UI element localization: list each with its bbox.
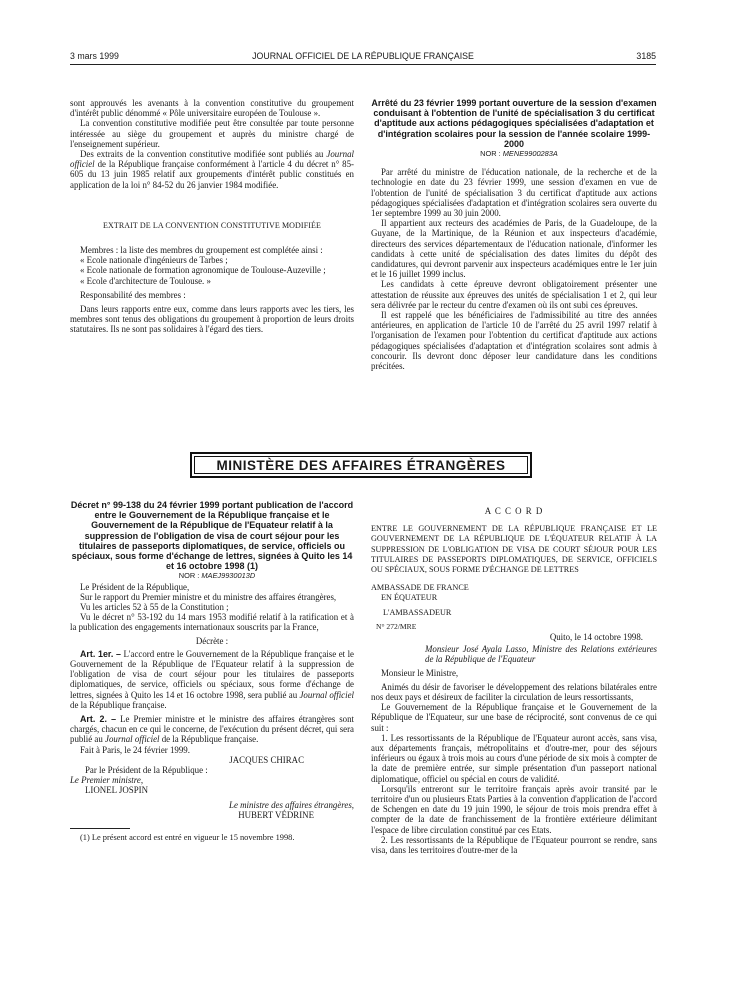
embassy-line: AMBASSADE DE FRANCE [371, 583, 469, 593]
decret-title: Décret n° 99-138 du 24 février 1999 portant publication de l'accord entre le Gouvernement de la République française et le Gouvernement de la République de l'Equateur relatif à la suppression de l'obligation de visa de court séjour pour les titulaires de passeports diplomatiques, de service, officiels ou spéciaux, sous forme d'échange de lettres, signées à Quito les 14 et 16 octobre 1998 (1) [70, 500, 354, 572]
paragraph: Des extraits de la convention constitutive modifiée sont publiés au Journal officiel de la République française conformément à l'article 4 du décret n° 85-605 du 13 juin 1985 relatif aux groupements d'intérêt public constitués en application de la loi n° 84-52 du 26 janvier 1984 modifiée. [70, 149, 354, 190]
list-item: « Ecole nationale d'ingénieurs de Tarbes ; [80, 255, 228, 266]
article-1: Art. 1er. – L'accord entre le Gouvernement de la République française et le Gouvernement de la République de l'Equateur relatif à la suppression de l'obligation de visa de court séjour pour les titulaires de passeports diplomatiques, de service, officiels ou spéciaux, sous forme d'échange de lettres, signées à Quito les 14 et 16 octobre 1998, sera publié au Journal officiel de la République française. [70, 648, 354, 710]
article-2: Art. 2. – Le Premier ministre et le ministre des affaires étrangères sont chargés, chacun en ce qui le concerne, de l'exécution du présent décret, qui sera publié au Journal officiel de la République française. [70, 714, 354, 745]
footnote-rule [70, 828, 130, 829]
arrete-title: Arrêté du 23 février 1999 portant ouverture de la session d'examen conduisant à l'obtention de l'unité de spécialisation 3 du certificat d'aptitude aux actions pédagogiques spécialisées d'adaptation et d'intégration scolaires pour la session de l'année scolaire 1999-2000 [371, 98, 657, 149]
paragraph: 2. Les ressortissants de la République de l'Equateur pourront se rendre, sans visa, dans les territoires d'outre-mer de la [371, 834, 657, 856]
paragraph: Responsabilité des membres : [80, 289, 186, 300]
signature-ministre: HUBERT VÉDRINE [238, 809, 314, 820]
letter-number: N° 272/MRE [376, 621, 417, 631]
left-top-column [70, 98, 354, 335]
letter-recipient: Monsieur José Ayala Lasso, Ministre des Relations extérieures de la République de l'Equateur [425, 644, 657, 665]
paragraph: Il appartient aux recteurs des académies de Paris, de la Guadeloupe, de la Guyane, de la Martinique, de la Réunion et aux inspecteurs d'académie, directeurs des services départementaux de l'éducation nationale, d'informer les candidats à cette unité de spécialisation des dates limites du dépôt des candidatures, qui devront parvenir aux inspecteurs académiques entre le 1er juin et le 16 juillet 1999 inclus. [371, 218, 657, 280]
header-date: 3 mars 1999 [70, 51, 119, 61]
paragraph: Le Président de la République, [80, 581, 190, 592]
paragraph: Il est rappelé que les bénéficiaires de l'admissibilité au titre des années antérieures, en application de l'article 10 de l'arrêté du 25 avril 1997 relatif à l'organisation de l'examen pour l'obtention du certificat d'aptitude aux actions pédagogiques spécialisées d'adaptation et d'intégration scolaires sont admis à concourir. Ils devront donc déposer leur candidature dans les conditions précitées. [371, 310, 657, 372]
signature-premier-ministre: LIONEL JOSPIN [85, 785, 149, 796]
paragraph: Dans leurs rapports entre eux, comme dans leurs rapports avec les tiers, les membres sont tenus des obligations du groupement à proportion de leurs droits statutaires. Ils ne sont pas solidaires à l'égard des tiers. [70, 304, 354, 335]
premier-ministre-label: Le Premier ministre, [70, 775, 144, 786]
header-journal-title: JOURNAL OFFICIEL DE LA RÉPUBLIQUE FRANÇAISE [252, 51, 474, 61]
paragraph: Les candidats à cette épreuve devront obligatoirement présenter une attestation de réussite aux épreuves des unités de spécialisation 1 et 2, qui leur sera délivrée par le recteur du centre d'examen où ils ont subi ces épreuves. [371, 279, 657, 310]
salutation: Monsieur le Ministre, [381, 667, 459, 678]
embassy-line: EN ÉQUATEUR [381, 593, 438, 603]
ministry-heading-box [190, 452, 532, 478]
paragraph: La convention constitutive modifiée peut être consultée par toute personne intéressée au siège du groupement et auprès du ministre chargé de l'enseignement supérieur. [70, 118, 354, 149]
paragraph: Le Gouvernement de la République française et le Gouvernement de la République de l'Equateur, sur une base de réciprocité, sont convenus de ce qui suit : [371, 702, 657, 733]
letter-date: Quito, le 14 octobre 1998. [549, 632, 643, 643]
footnote: (1) Le présent accord est entré en vigueur le 15 novembre 1998. [80, 833, 295, 843]
paragraph: Membres : la liste des membres du groupement est complétée ainsi : [80, 245, 323, 256]
left-bottom-column [70, 500, 354, 843]
paragraph: Animés du désir de favoriser le développement des relations bilatérales entre nos deux pays et désireux de faciliter la circulation de leurs ressortissants, [371, 681, 657, 703]
list-item: « Ecole nationale de formation agronomique de Toulouse-Auzeville ; [80, 265, 326, 276]
paragraph: Lorsqu'ils entreront sur le territoire français après avoir transité par le territoire d'un ou plusieurs Etats Parties à la convention d'application de l'accord de Schengen en date du 19 juin 1990, le séjour de trois mois prendra effet à compter de la date de franchissement de la frontière extérieure délimitant l'espace de libre circulation constitué par ces Etats. [371, 783, 657, 835]
paragraph: 1. Les ressortissants de la République de l'Equateur auront accès, sans visa, aux départements français, métropolitains et d'outre-mer, pour des séjours inférieurs ou égaux à trois mois au cours d'une période de six mois à compter de la date de première entrée, sur simple présentation d'un passeport national diplomatique, officiel ou spécial en cours de validité. [371, 732, 657, 784]
header-rule [70, 64, 656, 65]
nor-reference: NOR : MENE9900283A [480, 149, 558, 159]
decrete-label: Décrète : [195, 635, 229, 646]
ambassador-label: L'AMBASSADEUR [383, 607, 452, 617]
right-top-column [371, 98, 657, 371]
right-bottom-column [371, 506, 657, 855]
extrait-heading: EXTRAIT DE LA CONVENTION CONSTITUTIVE MODIFIÉE [103, 220, 321, 230]
par-le-president: Par le Président de la République : [85, 765, 208, 776]
paragraph: Par arrêté du ministre de l'éducation nationale, de la recherche et de la technologie en date du 23 février 1999, une session d'examen en vue de l'obtention de l'unité de spécialisation 3 du certificat d'aptitude aux actions pédagogiques spécialisées d'adaptation et d'intégration scolaires sera ouverte du 1er septembre 1999 au 30 juin 2000. [371, 167, 657, 219]
header-page-number: 3185 [636, 51, 656, 61]
nor-reference: NOR : MAEJ9930013D [178, 571, 256, 581]
list-item: « Ecole d'architecture de Toulouse. » [80, 275, 211, 286]
fait-line: Fait à Paris, le 24 février 1999. [80, 744, 190, 755]
paragraph: Sur le rapport du Premier ministre et du ministre des affaires étrangères, [80, 591, 337, 602]
paragraph: Vu le décret n° 53-192 du 14 mars 1953 modifié relatif à la ratification et à la publication des engagements internationaux souscrits par la France, [70, 612, 354, 633]
page-header [70, 51, 656, 65]
accord-heading: A C C O R D [484, 506, 544, 516]
ministry-heading: MINISTÈRE DES AFFAIRES ÉTRANGÈRES [216, 457, 506, 473]
ministre-label: Le ministre des affaires étrangères, [229, 799, 354, 810]
paragraph: Vu les articles 52 à 55 de la Constitution ; [80, 602, 229, 613]
accord-subtitle: ENTRE LE GOUVERNEMENT DE LA RÉPUBLIQUE FRANÇAISE ET LE GOUVERNEMENT DE LA RÉPUBLIQUE DE L'ÉQUATEUR RELATIF À LA SUPPRESSION DE L'OBLIGATION DE VISA DE COURT SÉJOUR POUR LES TITULAIRES DE PASSEPORTS DIPLOMATIQUES, DE SERVICE, OFFICIELS OU SPÉCIAUX, SOUS FORME D'ÉCHANGE DE LETTRES [371, 524, 657, 575]
paragraph: sont approuvés les avenants à la convention constitutive du groupement d'intérêt public dénommé « Pôle universitaire européen de Toulouse ». [70, 98, 354, 119]
signature-president: JACQUES CHIRAC [229, 754, 304, 765]
